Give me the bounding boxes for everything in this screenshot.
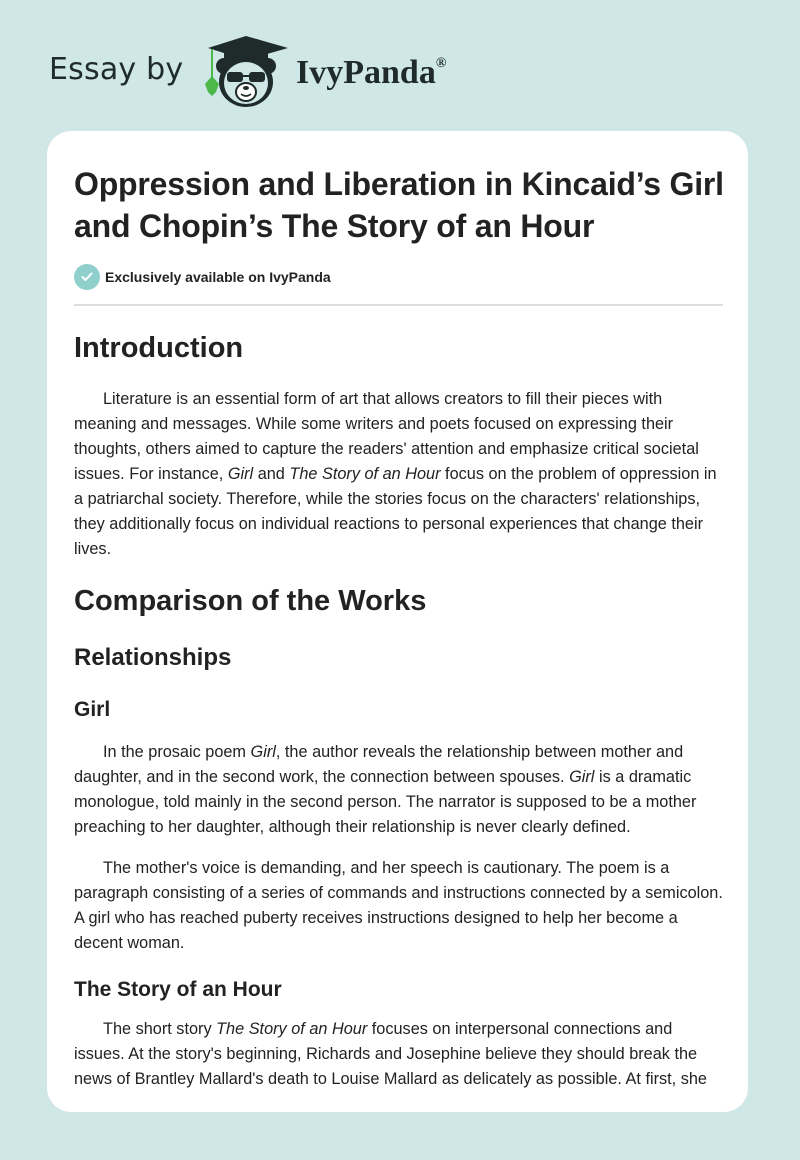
text: focuses on interpersonal connections and issues. At the story's beginning, Richards and Josephine believe they should break the news of Brantley Mallard's death to Louise Mallard as delicately as possible. At first, she (74, 1020, 707, 1088)
italic-title: Girl (569, 768, 595, 786)
text: and (253, 465, 290, 483)
registered-mark: ® (435, 56, 447, 71)
title-divider (74, 304, 723, 306)
check-icon (74, 264, 100, 290)
exclusive-badge-text: Exclusively available on IvyPanda (105, 269, 331, 285)
text: Literature is an essential form of art that allows creators to fill their pieces with meaning and messages. While some writers and poets focused on expressing their thoughts, others aimed to capture the readers' attention and emphasize critical societal issues. For instance, (74, 390, 699, 483)
text: , the author reveals the relationship between mother and daughter, and in the second work, the connection between spouses. (74, 743, 684, 786)
paragraph-girl-2: The mother's voice is demanding, and her speech is cautionary. The poem is a paragraph consisting of a series of commands and instructions connected by a semicolon. A girl who has reached puberty receives instructions designed to help her become a decent woman. (74, 859, 723, 952)
paragraph-introduction (74, 387, 724, 562)
brand-name[interactable] (296, 54, 446, 92)
brand-name-text: IvyPanda (296, 54, 436, 91)
heading-comparison: Comparison of the Works (74, 585, 427, 617)
site-header (0, 0, 800, 130)
exclusive-badge (74, 263, 724, 291)
heading-relationships: Relationships (74, 644, 232, 671)
essay-content (74, 163, 724, 1092)
text: focus on the problem of oppression in a patriarchal society. Therefore, while the stories focus on the characters' relationships, they additionally focus on individual reactions to personal experiences that change their lives. (74, 465, 717, 558)
panda-graduate-logo-icon[interactable] (200, 34, 292, 110)
heading-story-of-an-hour: The Story of an Hour (74, 978, 282, 1001)
essay-card (47, 131, 748, 1112)
italic-title: Girl (227, 465, 254, 483)
italic-title: The Story of an Hour (289, 465, 441, 483)
brand-prefix: Essay by (49, 52, 184, 87)
heading-introduction: Introduction (74, 332, 244, 364)
essay-title: Oppression and Liberation in Kincaid’s Girl and Chopin’s The Story of an Hour (74, 166, 724, 244)
heading-girl: Girl (74, 698, 111, 721)
paragraph-girl-1 (74, 740, 724, 840)
text: In the prosaic poem (103, 743, 251, 761)
paragraph-story-1 (74, 1017, 724, 1092)
text: is a dramatic monologue, told mainly in the second person. The narrator is supposed to be a mother preaching to her daughter, although their relationship is never clearly defined. (74, 768, 697, 836)
italic-title: Girl (250, 743, 276, 761)
italic-title: The Story of an Hour (216, 1020, 368, 1038)
text: The short story (103, 1020, 217, 1038)
